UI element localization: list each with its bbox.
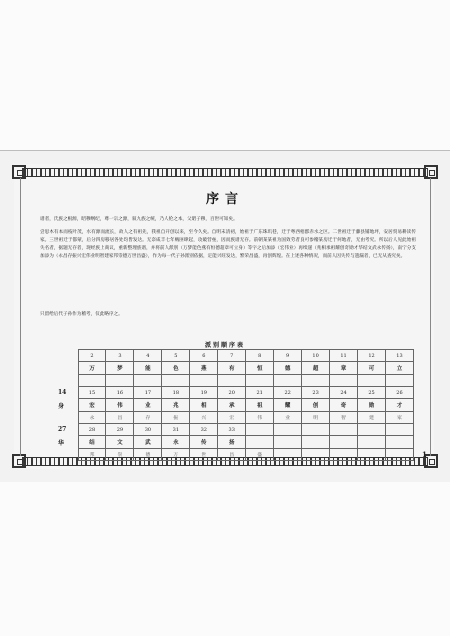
row-label [58, 350, 78, 362]
row-label [58, 375, 78, 387]
table-row [58, 412, 414, 424]
table-cell: 立 [385, 362, 413, 375]
row-label [58, 449, 78, 461]
corner-ornament-icon [12, 454, 26, 468]
table-cell: 扬 [218, 436, 246, 449]
table-cell: 昌 [218, 449, 246, 461]
table-cell: 耀 [274, 399, 302, 412]
table-cell [190, 375, 218, 387]
table-cell: 万 [162, 449, 190, 461]
table-cell [385, 436, 413, 449]
table-cell: 有 [218, 362, 246, 375]
table-cell: 25 [358, 387, 386, 399]
table-row [58, 362, 414, 375]
row-label [58, 362, 78, 375]
table-row [58, 375, 414, 387]
table-cell [218, 375, 246, 387]
row-label: 华 [58, 439, 65, 447]
table-row [58, 387, 414, 399]
table-cell: 20 [218, 387, 246, 399]
row-label: 身 [58, 402, 65, 410]
table-cell: 超 [302, 362, 330, 375]
preface-paragraph-1: 谱者，氏族之根源，昭穆纲纪，尊一宗之源，叙九族之统，乃人伦之本，父昭子穆，百世可知矣。 [40, 217, 238, 222]
table-cell: 26 [385, 387, 413, 399]
table-row [58, 399, 414, 412]
table-cell: 邦 [78, 449, 106, 461]
table-cell [358, 424, 386, 436]
page-title: 序言 [205, 192, 244, 207]
table-cell [302, 424, 330, 436]
table-row [58, 350, 414, 362]
table-cell: 宏 [78, 399, 106, 412]
table-cell [134, 375, 162, 387]
table-cell: 7 [218, 350, 246, 362]
table-cell [302, 436, 330, 449]
table-cell: 创 [302, 399, 330, 412]
table-cell: 才 [385, 399, 413, 412]
table-cell [302, 449, 330, 461]
table-cell: 32 [190, 424, 218, 436]
preface-paragraph-3: 只留给后代子孙作为稽考，仅此略序之。 [40, 312, 123, 317]
table-cell: 梦 [106, 362, 134, 375]
table-cell: 燕 [190, 362, 218, 375]
table-cell: 德 [274, 362, 302, 375]
table-cell [246, 375, 274, 387]
table-cell [358, 449, 386, 461]
table-cell: 结 [78, 436, 106, 449]
row-label: 27 [58, 426, 67, 433]
table-cell: 祖 [246, 399, 274, 412]
table-cell: 盛 [246, 449, 274, 461]
table-cell: 业 [134, 399, 162, 412]
table-cell: 17 [134, 387, 162, 399]
row-label: 14 [58, 389, 67, 396]
table-cell: 奇 [330, 399, 358, 412]
table-cell [330, 436, 358, 449]
table-cell: 色 [162, 362, 190, 375]
table-cell [274, 375, 302, 387]
table-cell: 能 [134, 362, 162, 375]
left-border-line [20, 178, 21, 456]
table-cell: 明 [302, 412, 330, 424]
preface-paragraph-2: 尝思木有本而枝叶茂，水有源而流长，故人之有祖先，我祖自开创以来，至今久矣。自明末清初，始祖于广东珠玑巷，迁于粤西梧郡赤水之区。二世祖迁于藤县铺地坪，安居贸易耕读传家。三世祖迁于都蒙，后分四房移居各处均皆发达。无奈咸丰七年贼匪肆起，攻破营垒，因而族谱无存。前朝某某祖为国效劳者良可参稽某房迁于何地者，无由考究。所以后人见此始祖失名者，据题无存者，现经族上商议，重新整理族谱，并将前人派别（万梦能色燕有恒德超章可立身）等字之后加添（宏伟业）再续递（兆相承祖耀创奇勋才华结文武永传扬），南宁分支加添为（永昌存振兴宏伟业明智建家邦崇德万世昌盛），作为每一代子孙派别依据，定能兴旺发达，繁荣昌盛，再创辉煌。在上述各种情况，而前人因失传与遗漏者，已无从查究矣。 [40, 230, 416, 259]
table-cell: 5 [162, 350, 190, 362]
table-cell: 恒 [246, 362, 274, 375]
table-cell [385, 424, 413, 436]
table-cell: 16 [106, 387, 134, 399]
table-cell: 8 [246, 350, 274, 362]
table-cell: 相 [190, 399, 218, 412]
table-cell: 12 [358, 350, 386, 362]
table-cell: 世 [190, 449, 218, 461]
table-cell [78, 375, 106, 387]
table-cell: 业 [274, 412, 302, 424]
table-cell: 33 [218, 424, 246, 436]
table-row [58, 424, 414, 436]
table-cell: 28 [78, 424, 106, 436]
table-cell [385, 375, 413, 387]
scan-background-top [0, 0, 450, 150]
table-cell: 18 [162, 387, 190, 399]
table-cell: 29 [106, 424, 134, 436]
table-row [58, 449, 414, 461]
table-cell [274, 424, 302, 436]
table-cell: 建 [358, 412, 386, 424]
table-cell: 4 [134, 350, 162, 362]
row-label [58, 412, 78, 424]
table-cell: 13 [385, 350, 413, 362]
table-cell: 可 [358, 362, 386, 375]
table-cell: 昌 [106, 412, 134, 424]
table-cell: 武 [134, 436, 162, 449]
table-title: 派别顺序表 [204, 342, 245, 349]
top-fret-border [22, 168, 428, 177]
table-cell [385, 449, 413, 461]
table-cell: 永 [78, 412, 106, 424]
table-cell: 19 [190, 387, 218, 399]
table-cell [330, 375, 358, 387]
table-cell: 24 [330, 387, 358, 399]
table-cell: 永 [162, 436, 190, 449]
table-cell [246, 436, 274, 449]
table-cell: 兆 [162, 399, 190, 412]
table-cell: 宏 [218, 412, 246, 424]
table-cell: 章 [330, 362, 358, 375]
corner-ornament-icon [12, 165, 26, 179]
table-cell: 伟 [106, 399, 134, 412]
table-cell: 传 [190, 436, 218, 449]
table-cell: 11 [330, 350, 358, 362]
table-cell: 22 [274, 387, 302, 399]
table-cell: 文 [106, 436, 134, 449]
table-cell [274, 436, 302, 449]
right-border-line [430, 178, 431, 456]
table-cell: 3 [106, 350, 134, 362]
table-cell: 伟 [246, 412, 274, 424]
table-cell: 承 [218, 399, 246, 412]
table-cell [246, 424, 274, 436]
table-cell: 万 [78, 362, 106, 375]
table-cell: 21 [246, 387, 274, 399]
table-cell: 6 [190, 350, 218, 362]
page-number: 1 [422, 450, 427, 459]
table-cell [302, 375, 330, 387]
table-cell [274, 449, 302, 461]
table-cell: 振 [162, 412, 190, 424]
table-cell [106, 375, 134, 387]
corner-ornament-icon [424, 165, 438, 179]
table-cell: 德 [134, 449, 162, 461]
scan-background-bottom [0, 482, 450, 636]
generation-order-table [58, 349, 414, 461]
table-cell: 兴 [190, 412, 218, 424]
table-cell: 15 [78, 387, 106, 399]
table-cell: 9 [274, 350, 302, 362]
table-cell: 2 [78, 350, 106, 362]
table-row [58, 436, 414, 449]
table-cell [162, 375, 190, 387]
table-cell [330, 424, 358, 436]
table-cell: 23 [302, 387, 330, 399]
table-cell [330, 449, 358, 461]
table-cell: 勋 [358, 399, 386, 412]
table-cell: 30 [134, 424, 162, 436]
table-cell: 智 [330, 412, 358, 424]
table-cell: 31 [162, 424, 190, 436]
table-cell [358, 375, 386, 387]
table-cell: 存 [134, 412, 162, 424]
table-cell [358, 436, 386, 449]
table-cell: 10 [302, 350, 330, 362]
table-cell: 家 [385, 412, 413, 424]
table-cell: 崇 [106, 449, 134, 461]
